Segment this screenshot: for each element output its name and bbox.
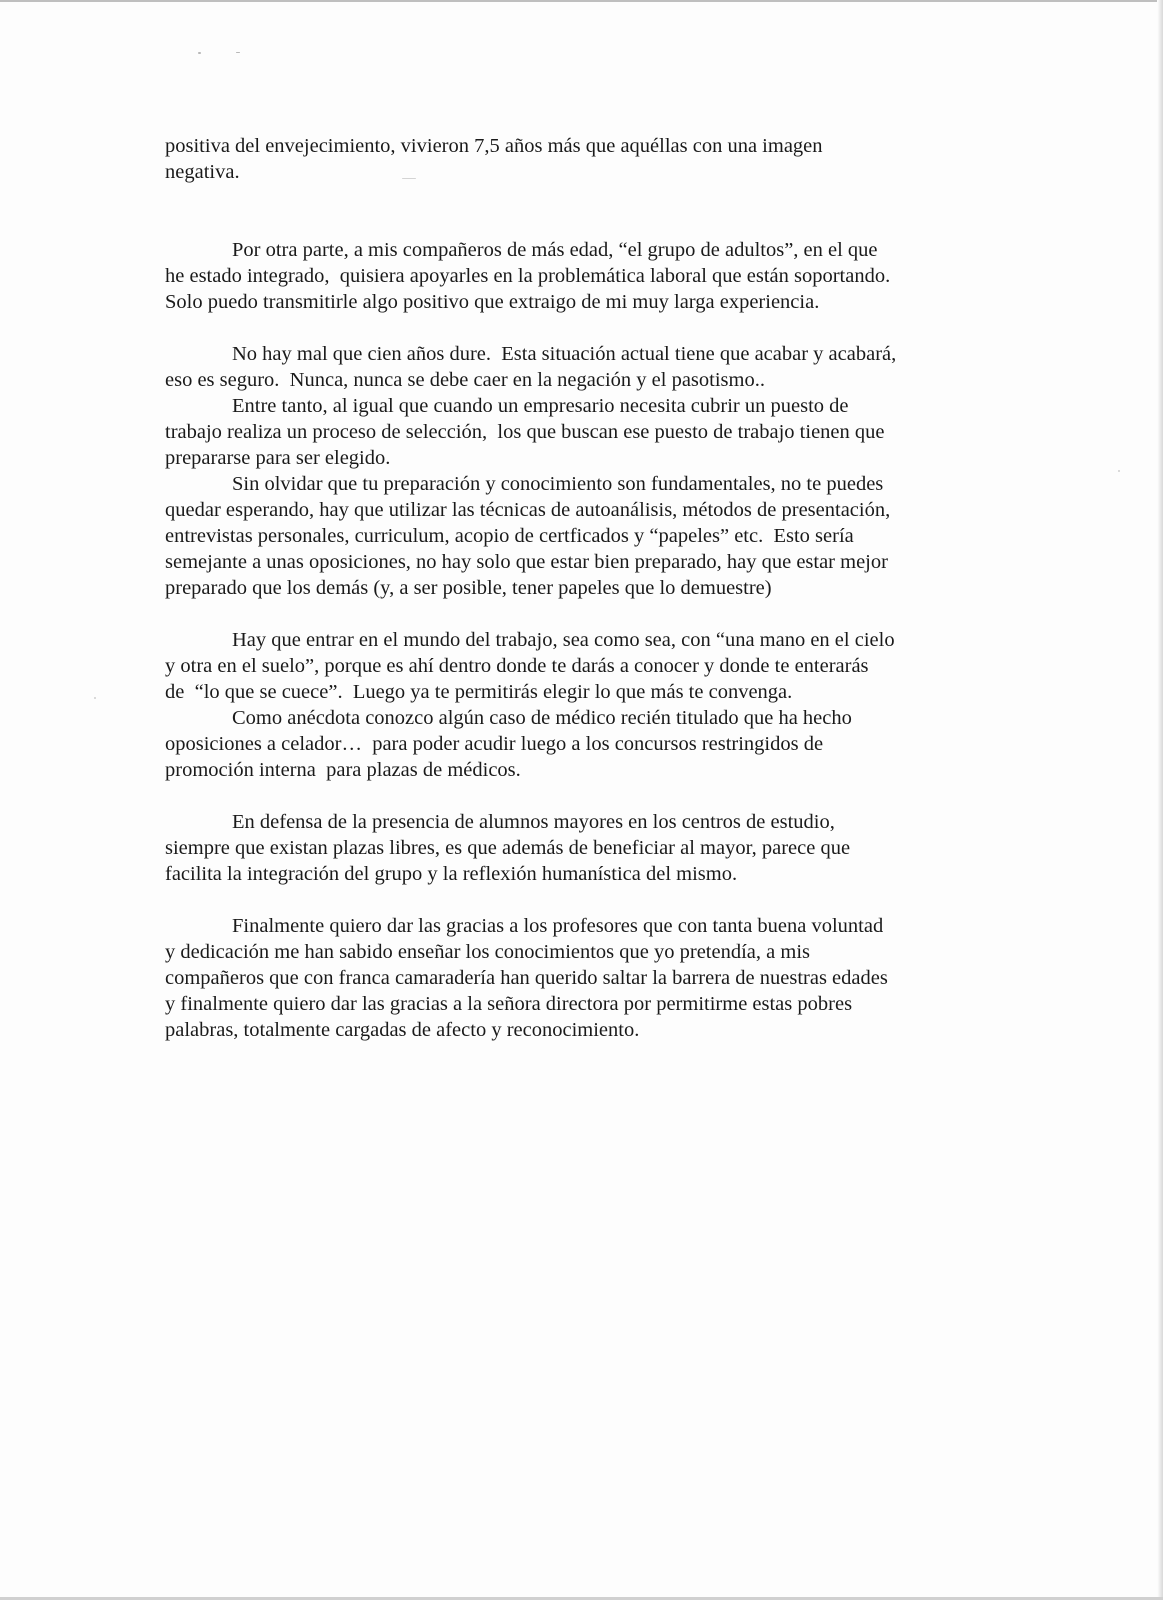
text-line: he estado integrado, quisiera apoyarles en la problemática laboral que están soportando.	[165, 265, 891, 287]
text-line: No hay mal que cien años dure. Esta situación actual tiene que acabar y acabará,	[232, 343, 897, 365]
text-line: quedar esperando, hay que utilizar las técnicas de autoanálisis, métodos de presentación,	[165, 499, 891, 521]
scan-speck	[236, 52, 240, 53]
text-line: oposiciones a celador… para poder acudir luego a los concursos restringidos de	[165, 733, 824, 755]
scan-edge-right	[1157, 0, 1163, 1600]
text-line: Como anécdota conozco algún caso de médico recién titulado que ha hecho	[232, 707, 852, 729]
text-line: eso es seguro. Nunca, nunca se debe caer en la negación y el pasotismo..	[165, 369, 765, 391]
text-line: Entre tanto, al igual que cuando un empresario necesita cubrir un puesto de	[232, 395, 849, 417]
scan-speck	[198, 52, 201, 54]
text-line: prepararse para ser elegido.	[165, 447, 391, 469]
scan-speck	[94, 697, 96, 699]
text-line: trabajo realiza un proceso de selección, los que buscan ese puesto de trabajo tienen que	[165, 421, 885, 443]
text-line: preparado que los demás (y, a ser posible, tener papeles que lo demuestre)	[165, 577, 772, 599]
text-line: Hay que entrar en el mundo del trabajo, sea como sea, con “una mano en el cielo	[232, 629, 895, 651]
text-line: y dedicación me han sabido enseñar los conocimientos que yo pretendía, a mis	[165, 941, 810, 963]
scan-speck	[1118, 470, 1120, 472]
text-line: entrevistas personales, curriculum, acopio de certficados y “papeles” etc. Esto sería	[165, 525, 854, 547]
text-line: positiva del envejecimiento, vivieron 7,5 años más que aquéllas con una imagen	[165, 135, 823, 157]
text-line: y otra en el suelo”, porque es ahí dentro donde te darás a conocer y donde te enterarás	[165, 655, 869, 677]
text-line: palabras, totalmente cargadas de afecto y reconocimiento.	[165, 1019, 640, 1041]
text-line: y finalmente quiero dar las gracias a la señora directora por permitirme estas pobres	[165, 993, 853, 1015]
text-line: facilita la integración del grupo y la reflexión humanística del mismo.	[165, 863, 738, 885]
text-line: semejante a unas oposiciones, no hay solo que estar bien preparado, hay que estar mejor	[165, 551, 888, 573]
text-line: Por otra parte, a mis compañeros de más edad, “el grupo de adultos”, en el que	[232, 239, 878, 261]
text-line: de “lo que se cuece”. Luego ya te permitirás elegir lo que más te convenga.	[165, 681, 793, 703]
letter-body	[165, 133, 1005, 1043]
scan-edge-top	[0, 0, 1163, 2]
text-line: Solo puedo transmitirle algo positivo que extraigo de mi muy larga experiencia.	[165, 291, 820, 313]
text-line: Sin olvidar que tu preparación y conocimiento son fundamentales, no te puedes	[232, 473, 884, 495]
text-line: promoción interna para plazas de médicos.	[165, 759, 521, 781]
text-line: siempre que existan plazas libres, es que además de beneficiar al mayor, parece que	[165, 837, 851, 859]
text-line: compañeros que con franca camaradería han querido saltar la barrera de nuestras edades	[165, 967, 888, 989]
text-line: En defensa de la presencia de alumnos mayores en los centros de estudio,	[232, 811, 835, 833]
text-line: Finalmente quiero dar las gracias a los profesores que con tanta buena voluntad	[232, 915, 884, 937]
text-line: negativa.	[165, 161, 240, 183]
